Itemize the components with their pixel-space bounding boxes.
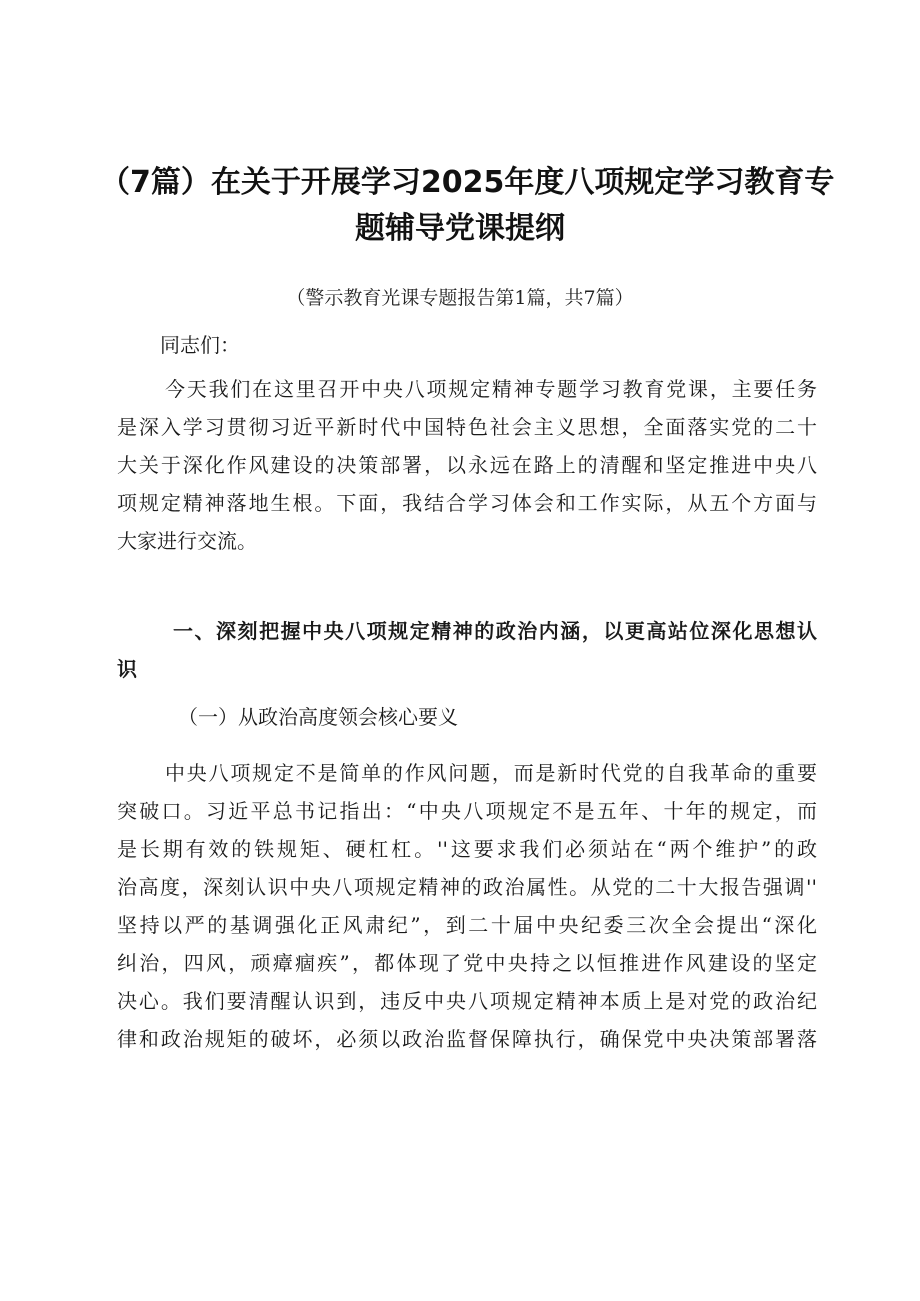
body-line: 治高度，深刻认识中央八项规定精神的政治属性。从党的二十大报告强调'' bbox=[117, 875, 817, 899]
intro-line: 是深入学习贯彻习近平新时代中国特色社会主义思想，全面落实党的二十 bbox=[117, 415, 817, 439]
body-paragraph bbox=[117, 754, 817, 1058]
intro-line: 大关于深化作风建设的决策部署，以永远在路上的清醒和坚定推进中央八 bbox=[117, 453, 817, 477]
document-subtitle: （警示教育光课专题报告第1篇，共7篇） bbox=[286, 287, 634, 309]
title-line-1: （7篇）在关于开展学习2025年度八项规定学习教育专 bbox=[100, 165, 835, 200]
intro-line: 大家进行交流。 bbox=[117, 529, 257, 553]
body-line: 坚持以严的基调强化正风肃纪”，到二十届中央纪委三次全会提出“深化 bbox=[117, 913, 817, 937]
greeting: 同志们： bbox=[160, 333, 240, 357]
body-line: 是长期有效的铁规矩、硬杠杠。''这要求我们必须站在“两个维护”的政 bbox=[117, 837, 817, 861]
section-1-heading bbox=[117, 612, 817, 688]
title-line-2: 题辅导党课提纲 bbox=[355, 211, 565, 246]
intro-paragraph bbox=[117, 370, 817, 560]
body-line: 纠治，四风，顽瘴痼疾”，都体现了党中央持之以恒推进作风建设的坚定 bbox=[117, 951, 817, 975]
intro-line: 项规定精神落地生根。下面，我结合学习体会和工作实际，从五个方面与 bbox=[117, 491, 817, 515]
section-1-subheading: （一）从政治高度领会核心要义 bbox=[178, 705, 458, 729]
body-line: 律和政治规矩的破坏，必须以政治监督保障执行，确保党中央决策部署落 bbox=[117, 1027, 817, 1051]
section-heading-line: 识 bbox=[117, 657, 137, 681]
intro-line: 今天我们在这里召开中央八项规定精神专题学习教育党课，主要任务 bbox=[165, 377, 817, 401]
body-line: 突破口。习近平总书记指出：“中央八项规定不是五年、十年的规定，而 bbox=[117, 799, 817, 823]
document-title bbox=[100, 160, 835, 252]
body-line: 中央八项规定不是简单的作风问题，而是新时代党的自我革命的重要 bbox=[165, 761, 817, 785]
section-heading-line: 一、深刻把握中央八项规定精神的政治内涵，以更高站位深化思想认 bbox=[173, 619, 817, 643]
body-line: 决心。我们要清醒认识到，违反中央八项规定精神本质上是对党的政治纪 bbox=[117, 989, 817, 1013]
